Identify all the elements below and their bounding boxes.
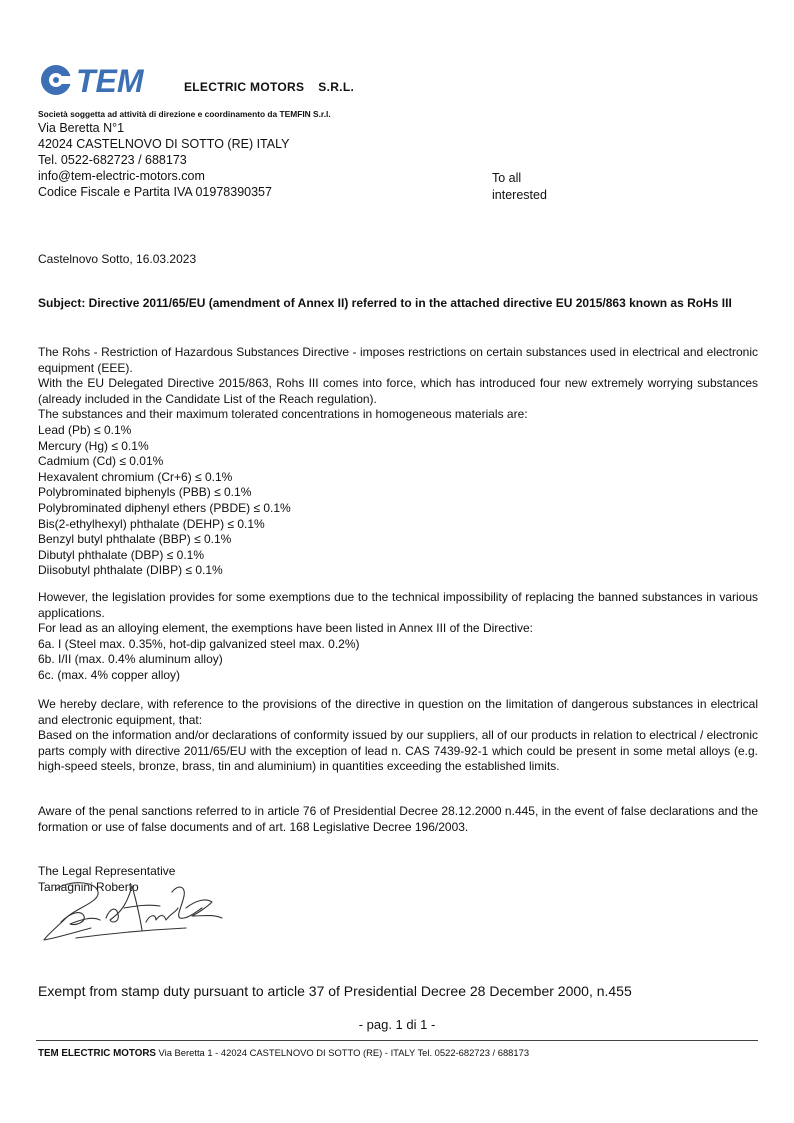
address-phone: Tel. 0522-682723 / 688173 <box>38 153 187 167</box>
declaration-section <box>38 697 758 775</box>
intro-section <box>38 345 758 579</box>
declaration-intro: We hereby declare, with reference to the provisions of the directive in question on the limitation of dangerous substances in electrical and electronic equipment, that: <box>38 697 758 727</box>
exemption-item: 6c. (max. 4% copper alloy) <box>38 667 181 682</box>
tem-logo <box>38 60 178 102</box>
address-street: Via Beretta N°1 <box>38 121 125 135</box>
substances-list <box>38 423 758 579</box>
logo-mark-icon <box>41 65 72 95</box>
handwritten-signature <box>36 878 226 950</box>
exemption-item: 6a. I (Steel max. 0.35%, hot-dip galvanized steel max. 0.2%) <box>38 636 360 651</box>
substance-item: Cadmium (Cd) ≤ 0.01% <box>38 454 164 469</box>
stamp-duty-note: Exempt from stamp duty pursuant to article 37 of Presidential Decree 28 December 2000, n.455 <box>38 983 632 999</box>
recipient-line: interested <box>492 188 547 202</box>
logo-wordmark: TEM <box>76 63 144 99</box>
exemptions-section <box>38 590 758 684</box>
substance-item: Dibutyl phthalate (DBP) ≤ 0.1% <box>38 547 204 562</box>
substance-item: Diisobutyl phthalate (DIBP) ≤ 0.1% <box>38 563 223 578</box>
address-city: 42024 CASTELNOVO DI SOTTO (RE) ITALY <box>38 137 290 151</box>
intro-paragraph: With the EU Delegated Directive 2015/863, Rohs III comes into force, which has introduced four new extremely worrying substances (already included in the Candidate List of the Reach regulation). <box>38 376 758 406</box>
exemption-item: 6b. I/II (max. 0.4% aluminum alloy) <box>38 652 223 667</box>
subsidiary-note: Società soggetta ad attività di direzione e coordinamento da TEMFIN S.r.l. <box>38 109 331 119</box>
address-tax-id: Codice Fiscale e Partita IVA 01978390357 <box>38 185 272 199</box>
signatory-title: The Legal Representative <box>38 864 176 878</box>
page-number: - pag. 1 di 1 - <box>358 1017 436 1032</box>
substance-item: Benzyl butyl phthalate (BBP) ≤ 0.1% <box>38 532 232 547</box>
intro-paragraph: The Rohs - Restriction of Hazardous Substances Directive - imposes restrictions on certain substances used in electrical and electronic equipment (EEE). <box>38 345 758 375</box>
intro-paragraph: The substances and their maximum tolerated concentrations in homogeneous materials are: <box>38 407 528 422</box>
exemptions-intro: However, the legislation provides for some exemptions due to the technical impossibility of replacing the banned substances in various applications. <box>38 590 758 620</box>
substance-item: Lead (Pb) ≤ 0.1% <box>38 422 132 437</box>
substance-item: Polybrominated diphenyl ethers (PBDE) ≤ 0.1% <box>38 500 291 515</box>
footer <box>38 1047 529 1059</box>
substance-item: Bis(2-ethylhexyl) phthalate (DEHP) ≤ 0.1% <box>38 516 265 531</box>
footer-divider <box>36 1040 758 1041</box>
substance-item: Polybrominated biphenyls (PBB) ≤ 0.1% <box>38 485 252 500</box>
exemptions-lead-line: For lead as an alloying element, the exemptions have been listed in Annex III of the Directive: <box>38 621 533 636</box>
declaration-body: Based on the information and/or declarations of conformity issued by our suppliers, all of our products in relation to electrical / electronic parts comply with directive 2011/65/EU with the exception of lead n. CAS 7439-92-1 which could be present in some metal alloys (e.g. high-speed steels, bronze, brass, tin and aluminium) in quantities exceeding the established limits. <box>38 728 758 774</box>
footer-brand: TEM ELECTRIC MOTORS <box>38 1048 156 1059</box>
letter-subject: Subject: Directive 2011/65/EU (amendment of Annex II) referred to in the attached directive EU 2015/863 known as RoHs III <box>38 296 732 310</box>
letter-date: Castelnovo Sotto, 16.03.2023 <box>38 252 197 266</box>
recipient-block <box>492 170 547 204</box>
company-suffix: S.R.L. <box>318 80 355 94</box>
company-name-text: ELECTRIC MOTORS <box>184 80 305 94</box>
substance-item: Mercury (Hg) ≤ 0.1% <box>38 438 149 453</box>
signatory-name: Tamagnini Roberto <box>38 879 139 894</box>
footer-address: Via Beretta 1 - 42024 CASTELNOVO DI SOTTO (RE) - ITALY Tel. 0522-682723 / 688173 <box>158 1047 530 1058</box>
sanctions-paragraph: Aware of the penal sanctions referred to in article 76 of Presidential Decree 28.12.2000 n.445, in the event of false declarations and the formation or use of false documents and of art. 168 Legislative Decree 196/2003. <box>38 804 758 834</box>
address-email: info@tem-electric-motors.com <box>38 169 205 183</box>
company-name <box>184 80 354 94</box>
recipient-line: To all <box>492 171 522 185</box>
substance-item: Hexavalent chromium (Cr+6) ≤ 0.1% <box>38 469 233 484</box>
